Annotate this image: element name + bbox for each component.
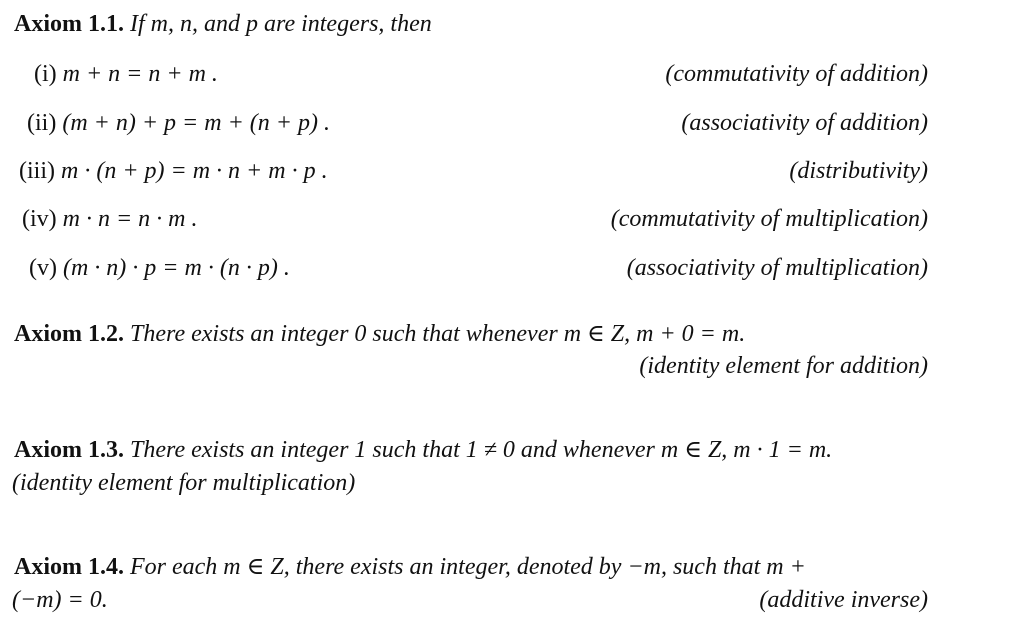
axiom-1-1-item-i-note: (commutativity of addition) (665, 61, 928, 87)
axiom-1-1-item-i (34, 60, 218, 89)
axiom-1-4-note: (additive inverse) (759, 587, 928, 613)
item-formula: (m + n) + p = m + (n + p) . (62, 110, 330, 136)
item-number: (ii) (27, 110, 57, 136)
axiom-1-3-text: There exists an integer 1 such that 1 ≠ 0 and whenever m ∈ Z, m · 1 = m. (130, 437, 833, 463)
axiom-1-3-label: Axiom 1.3. (14, 437, 124, 463)
item-formula: m + n = n + m . (62, 61, 218, 87)
item-formula: m · n = n · m . (62, 206, 198, 232)
item-number: (i) (34, 61, 57, 87)
axiom-1-2-note: (identity element for addition) (639, 353, 928, 379)
axiom-1-4-text-line2: (−m) = 0. (12, 587, 108, 613)
axiom-1-1-label: Axiom 1.1. (14, 11, 124, 37)
axiom-1-1-item-v-note: (associativity of multiplication) (626, 255, 928, 281)
axiom-1-1-intro: If m, n, and p are integers, then (130, 11, 432, 37)
item-number: (v) (29, 255, 57, 281)
axiom-1-2-label: Axiom 1.2. (14, 321, 124, 347)
axiom-1-1-item-iv (22, 205, 198, 234)
axiom-1-3 (14, 436, 832, 465)
axiom-1-4-text-line1: For each m ∈ Z, there exists an integer, denoted by −m, such that m + (130, 554, 806, 580)
axiom-1-2-text: There exists an integer 0 such that whenever m ∈ Z, m + 0 = m. (130, 321, 746, 347)
axiom-1-1-heading (14, 10, 432, 39)
item-formula: (m · n) · p = m · (n · p) . (62, 255, 290, 281)
axiom-1-1-item-iv-note: (commutativity of multiplication) (610, 206, 928, 232)
axiom-1-1-item-v (29, 254, 290, 283)
axiom-1-1-item-iii-note: (distributivity) (789, 158, 928, 184)
item-number: (iv) (22, 206, 57, 232)
axiom-1-3-note: (identity element for multiplication) (12, 470, 356, 496)
axiom-1-2 (14, 320, 745, 349)
axiom-1-1-item-iii (19, 157, 328, 186)
axiom-1-1-item-ii (27, 109, 330, 138)
axiom-1-4-label: Axiom 1.4. (14, 554, 124, 580)
item-number: (iii) (19, 158, 55, 184)
axiom-1-4 (14, 553, 806, 582)
axiom-1-1-item-ii-note: (associativity of addition) (681, 110, 928, 136)
item-formula: m · (n + p) = m · n + m · p . (61, 158, 328, 184)
